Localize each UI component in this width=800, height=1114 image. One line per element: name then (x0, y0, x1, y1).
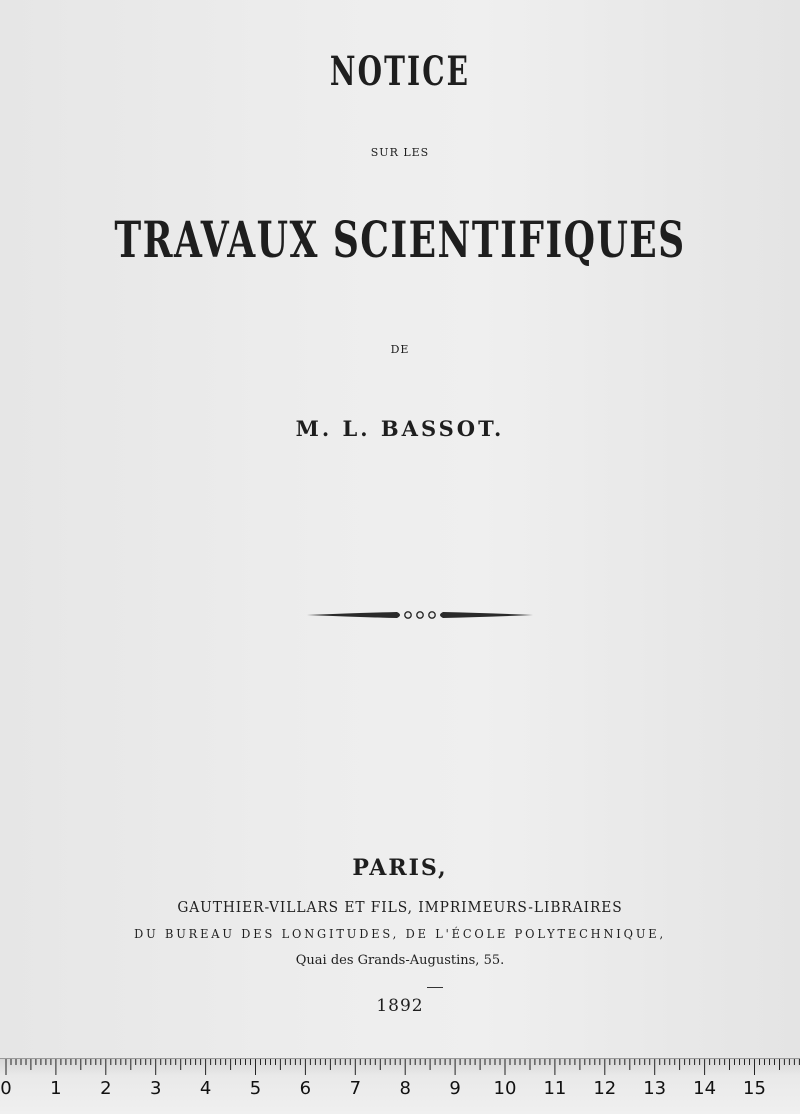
ruler-number: 0 (0, 1078, 12, 1099)
publisher-affiliation: DU BUREAU DES LONGITUDES, DE L'ÉCOLE POLYTECHNIQUE, (134, 927, 666, 941)
ruler-number: 9 (449, 1078, 461, 1099)
ruler-number: 13 (643, 1078, 667, 1099)
main-title: TRAVAUX SCIENTIFIQUES (114, 210, 686, 269)
ruler-number: 6 (299, 1078, 312, 1099)
notice-heading: NOTICE (329, 48, 471, 95)
sur-les-text: SUR LES (370, 146, 430, 159)
measuring-ruler (0, 1058, 800, 1114)
ruler-number: 10 (493, 1078, 517, 1099)
ruler-number: 8 (399, 1078, 411, 1099)
ruler-number: 2 (100, 1078, 112, 1099)
ruler-number: 15 (743, 1078, 766, 1099)
separator-dash (427, 987, 443, 988)
publisher-name: GAUTHIER-VILLARS ET FILS, IMPRIMEURS-LIBRAIRES (177, 898, 623, 916)
ruler-number: 12 (593, 1078, 617, 1099)
publication-year: 1892 (376, 996, 424, 1016)
ruler-number: 5 (249, 1078, 262, 1099)
ruler-number: 1 (50, 1078, 62, 1099)
ruler-number: 4 (199, 1078, 212, 1099)
ruler-number: 11 (543, 1078, 567, 1099)
author-name: M. L. BASSOT. (295, 416, 505, 441)
publisher-address: Quai des Grands-Augustins, 55. (295, 953, 505, 968)
ruler-number: 7 (349, 1078, 362, 1099)
de-text: DE (390, 343, 410, 356)
ruler-number: 14 (693, 1078, 717, 1099)
ruler-number: 3 (149, 1078, 162, 1099)
city-name: PARIS, (352, 855, 448, 881)
ornament-divider-icon (305, 604, 535, 626)
